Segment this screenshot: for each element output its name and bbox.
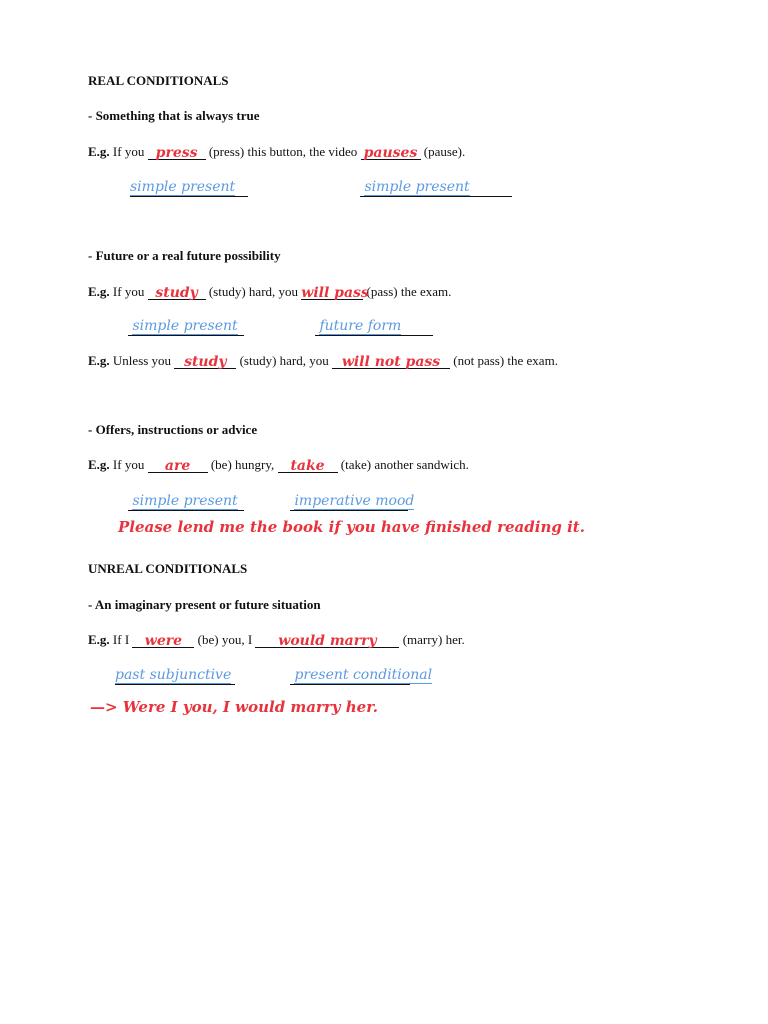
tense-label-future-form: future form: [315, 318, 433, 336]
answer-blank: [278, 457, 338, 473]
handwritten-inversion-sentence: —> Were I you, I would marry her.: [90, 698, 378, 716]
tense-label-simple-present: simple present: [360, 179, 512, 197]
text-fragment: Unless you: [112, 353, 172, 368]
answer-blank: [132, 632, 194, 648]
answer-blank: [361, 144, 421, 160]
answer-study: study: [155, 285, 198, 301]
text-fragment: If you: [112, 457, 145, 472]
text-fragment: If I: [112, 632, 130, 647]
example-offers: [88, 456, 469, 474]
answer-blank: [148, 144, 206, 160]
answer-will-pass: will pass: [301, 285, 369, 301]
tense-label-simple-present: simple present: [130, 179, 248, 197]
answer-pauses: pauses: [363, 145, 418, 161]
text-fragment: If you: [112, 144, 145, 159]
eg-label: E.g.: [88, 353, 110, 368]
text-fragment: (be) you, I: [197, 632, 253, 647]
example-imaginary: [88, 631, 465, 649]
answer-blank: [148, 457, 208, 473]
answer-blank: [301, 284, 369, 301]
handwritten-example-sentence: Please lend me the book if you have finished reading it.: [118, 518, 585, 536]
tense-label-present-conditional: present conditional: [290, 667, 410, 685]
text-fragment: If you: [112, 284, 145, 299]
text-fragment: (marry) her.: [402, 632, 465, 647]
future-possibility-subheading: - Future or a real future possibility: [88, 248, 281, 263]
answer-take: take: [290, 458, 325, 474]
text-fragment: (take) another sandwich.: [340, 457, 469, 472]
example-always-true: [88, 143, 465, 161]
answer-will-not-pass: will not pass: [341, 354, 441, 370]
text-fragment: (be) hungry,: [210, 457, 275, 472]
answer-would-marry: would marry: [278, 633, 377, 649]
imaginary-situation-subheading: - An imaginary present or future situation: [88, 597, 321, 612]
answer-blank: [148, 284, 206, 300]
answer-press: press: [155, 145, 198, 161]
answer-blank: [255, 632, 399, 648]
answer-blank: [332, 353, 450, 369]
always-true-subheading: - Something that is always true: [88, 108, 260, 123]
text-fragment: (press) this button, the video: [208, 144, 358, 159]
answer-study: study: [184, 354, 227, 370]
text-fragment: (study) hard, you: [239, 353, 329, 368]
example-future-possibility: [88, 283, 451, 301]
unreal-conditionals-heading: UNREAL CONDITIONALS: [88, 561, 248, 576]
tense-label-simple-present: simple present: [128, 493, 244, 511]
tense-label-imperative-mood: imperative mood: [290, 493, 408, 511]
text-fragment: (study) hard, you: [208, 284, 299, 299]
answer-are: are: [164, 458, 191, 474]
text-fragment: (pause).: [423, 144, 466, 159]
answer-were: were: [144, 633, 183, 649]
eg-label: E.g.: [88, 284, 110, 299]
text-fragment: (pass) the exam.: [366, 284, 452, 299]
example-unless: [88, 352, 558, 370]
eg-label: E.g.: [88, 632, 110, 647]
offers-advice-subheading: - Offers, instructions or advice: [88, 422, 258, 437]
text-fragment: (not pass) the exam.: [453, 353, 558, 368]
answer-blank: [174, 353, 236, 369]
real-conditionals-heading: REAL CONDITIONALS: [88, 73, 229, 88]
eg-label: E.g.: [88, 457, 110, 472]
tense-label-simple-present: simple present: [128, 318, 244, 336]
eg-label: E.g.: [88, 144, 110, 159]
tense-label-past-subjunctive: past subjunctive: [115, 667, 235, 685]
